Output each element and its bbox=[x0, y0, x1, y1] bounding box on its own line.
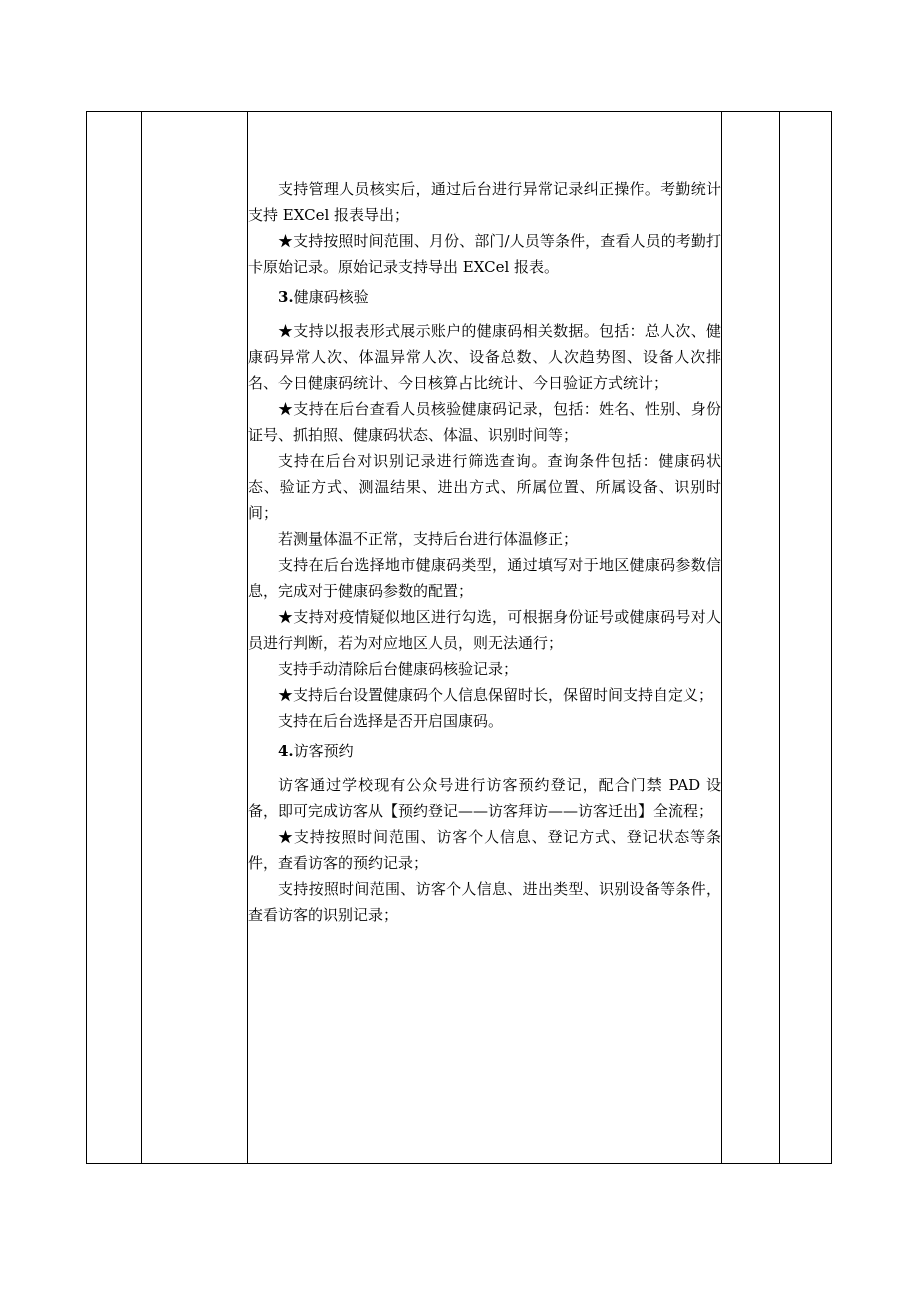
requirements-cell bbox=[248, 176, 721, 928]
requirement-paragraph: 若测量体温不正常，支持后台进行体温修正； bbox=[278, 530, 579, 548]
requirement-paragraph: ★支持以报表形式展示账户的健康码相关数据。包括：总人次、健康码异常人次、体温异常人次、设备总数、人次趋势图、设备人次排名、今日健康码统计、今日核算占比统计、今日验证方式统计； bbox=[248, 322, 721, 392]
spec-table bbox=[86, 111, 832, 1164]
requirement-paragraph: 支持在后台对识别记录进行筛选查询。查询条件包括：健康码状态、验证方式、测温结果、进出方式、所属位置、所属设备、识别时间； bbox=[248, 452, 721, 522]
requirement-paragraph: 支持手动清除后台健康码核验记录； bbox=[278, 660, 519, 678]
section-number: 3. bbox=[278, 288, 294, 306]
requirement-paragraph: 支持在后台选择地市健康码类型，通过填写对于地区健康码参数信息，完成对于健康码参数的配置； bbox=[248, 556, 721, 600]
requirement-paragraph: ★支持对疫情疑似地区进行勾选，可根据身份证号或健康码号对人员进行判断，若为对应地区人员，则无法通行； bbox=[248, 608, 721, 652]
column-divider bbox=[721, 112, 722, 1163]
requirement-paragraph: ★支持在后台查看人员核验健康码记录，包括：姓名、性别、身份证号、抓拍照、健康码状态、体温、识别时间等； bbox=[248, 400, 721, 444]
column-divider bbox=[779, 112, 780, 1163]
section-heading bbox=[248, 738, 721, 764]
column-divider bbox=[141, 112, 142, 1163]
section-heading bbox=[248, 284, 721, 310]
requirement-paragraph: 支持管理人员核实后，通过后台进行异常记录纠正操作。考勤统计支持 EXCel 报表导出； bbox=[248, 180, 721, 224]
requirement-paragraph: 支持按照时间范围、访客个人信息、进出类型、识别设备等条件，查看访客的识别记录； bbox=[248, 880, 721, 924]
requirement-paragraph: ★支持按照时间范围、月份、部门/人员等条件，查看人员的考勤打卡原始记录。原始记录支持导出 EXCel 报表。 bbox=[248, 232, 721, 276]
section-title: 访客预约 bbox=[293, 742, 354, 760]
requirement-paragraph: ★支持按照时间范围、访客个人信息、登记方式、登记状态等条件，查看访客的预约记录； bbox=[248, 828, 721, 872]
requirement-paragraph: 访客通过学校现有公众号进行访客预约登记，配合门禁 PAD 设备，即可完成访客从【预约登记——访客拜访——访客迁出】全流程； bbox=[248, 776, 721, 820]
requirement-paragraph: 支持在后台选择是否开启国康码。 bbox=[278, 712, 504, 730]
section-title: 健康码核验 bbox=[293, 288, 369, 306]
requirement-paragraph: ★支持后台设置健康码个人信息保留时长，保留时间支持自定义； bbox=[278, 686, 714, 704]
section-number: 4. bbox=[278, 742, 294, 760]
